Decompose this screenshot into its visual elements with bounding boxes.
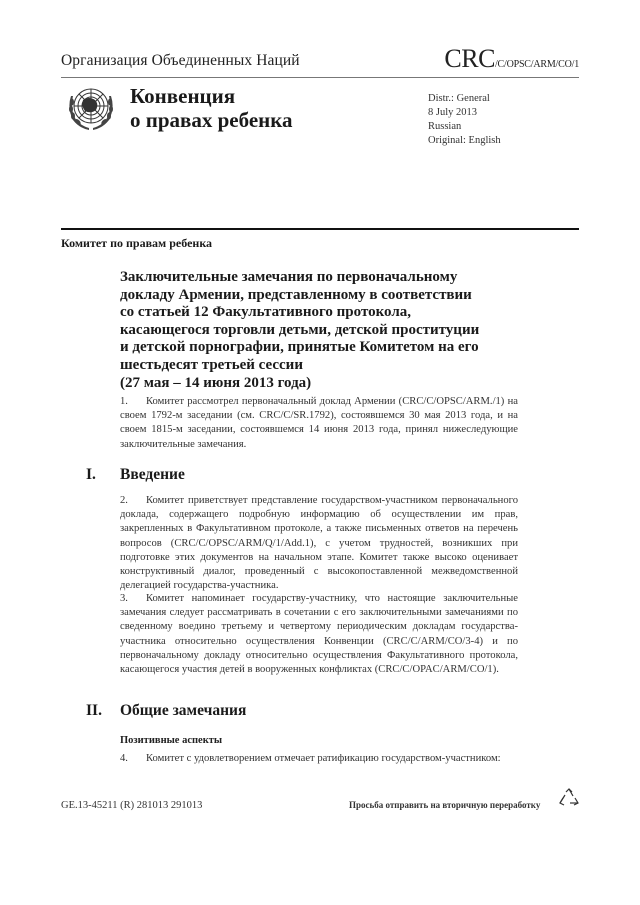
document-title-line: Заключительные замечания по первоначальному xyxy=(120,269,458,285)
section-number: II. xyxy=(86,702,102,719)
paragraph-text: Комитет приветствует представление государством-участником первоначального доклада, содержащего подробную информацию об осуществлении им прав, закрепленных в Факультативном протоколе, а также письменных ответов на перечень вопросов (CRC/C/OPSC/ARM/Q/1/Add.1), с учетом трудностей, возникших при подготовке этих документов на начальном этапе. Комитет также высоко оценивает конструктивный диалог, проведенный с высокопоставленной межведомственной делегацией государства-участника. xyxy=(120,495,518,592)
paragraph-text: Комитет с удовлетворением отмечает ратификацию государством-участником: xyxy=(146,753,501,764)
document-title-line: шестьдесят третьей сессии xyxy=(120,356,303,373)
convention-title xyxy=(130,84,293,132)
section-heading-general-observations xyxy=(86,702,246,720)
document-title-line: (27 мая – 14 июня 2013 года) xyxy=(120,374,312,391)
paragraph-2 xyxy=(120,494,518,593)
organization-name: Организация Объединенных Наций xyxy=(61,52,300,69)
paragraph-text: Комитет рассмотрел первоначальный доклад Армении (CRC/C/OPSC/ARM./1) на своем 1792-м заседании (см. CRC/C/SR.1792), состоявшемся 30 мая 2013 года, и на своем 1815-м заседании, состоявшемся 14 июня 2013 года, принял нижеследующие заключительные замечания. xyxy=(120,396,518,450)
document-title-line: докладу Армении, представленному в соответствии xyxy=(120,286,472,303)
paragraph-number: 3. xyxy=(120,593,128,604)
paragraph-number: 4. xyxy=(120,753,128,764)
un-emblem-icon xyxy=(63,80,119,136)
paragraph-text: Комитет напоминает государству-участнику, что настоящие заключительные замечания следует рассматривать в сочетании с его заключительными замечаниями по сведенному воедино третьему и четвертому периодическим докладам государства-участника относительно осуществления Конвенции (CRC/C/ARM/CO/3-4) и по первоначальному докладу относительно осуществления Факультативного протокола, касающегося участия детей в вооруженных конфликтах (CRC/C/OPAC/ARM/CO/1). xyxy=(120,593,518,676)
document-title-line: со статьей 12 Факультативного протокола, xyxy=(120,304,412,321)
convention-title-line1: Конвенция xyxy=(130,84,236,108)
subheading-positive-aspects: Позитивные аспекты xyxy=(120,735,223,746)
title-divider xyxy=(61,228,579,230)
section-title: Общие замечания xyxy=(120,702,247,719)
paragraph-number: 1. xyxy=(120,396,128,407)
document-title-line: и детской порнографии, принятые Комитетом на его xyxy=(120,339,479,356)
section-heading-introduction xyxy=(86,466,185,484)
recycle-icon xyxy=(558,788,580,810)
distribution-language: Russian xyxy=(428,121,462,132)
paragraph-4 xyxy=(120,752,518,766)
paragraph-1 xyxy=(120,395,518,452)
convention-title-line2: о правах ребенка xyxy=(130,108,293,132)
section-title: Введение xyxy=(120,466,185,483)
distribution-type: Distr.: General xyxy=(428,93,490,104)
recycle-notice: Просьба отправить на вторичную переработку xyxy=(349,800,541,810)
document-symbol-suffix: /C/OPSC/ARM/CO/1 xyxy=(494,59,579,70)
document-symbol-main: CRC xyxy=(444,44,495,73)
distribution-date: 8 July 2013 xyxy=(428,107,478,118)
document-title-line: касающегося торговли детьми, детской проституции xyxy=(120,321,480,338)
document-symbol xyxy=(444,44,579,74)
distribution-block xyxy=(428,92,501,148)
job-number: GE.13-45211 (R) 281013 291013 xyxy=(61,800,203,811)
paragraph-number: 2. xyxy=(120,495,128,506)
section-number: I. xyxy=(86,466,96,483)
header-divider xyxy=(61,77,579,78)
committee-name: Комитет по правам ребенка xyxy=(61,236,213,250)
document-title xyxy=(120,269,540,392)
paragraph-3 xyxy=(120,592,518,677)
distribution-original: Original: English xyxy=(428,135,501,146)
